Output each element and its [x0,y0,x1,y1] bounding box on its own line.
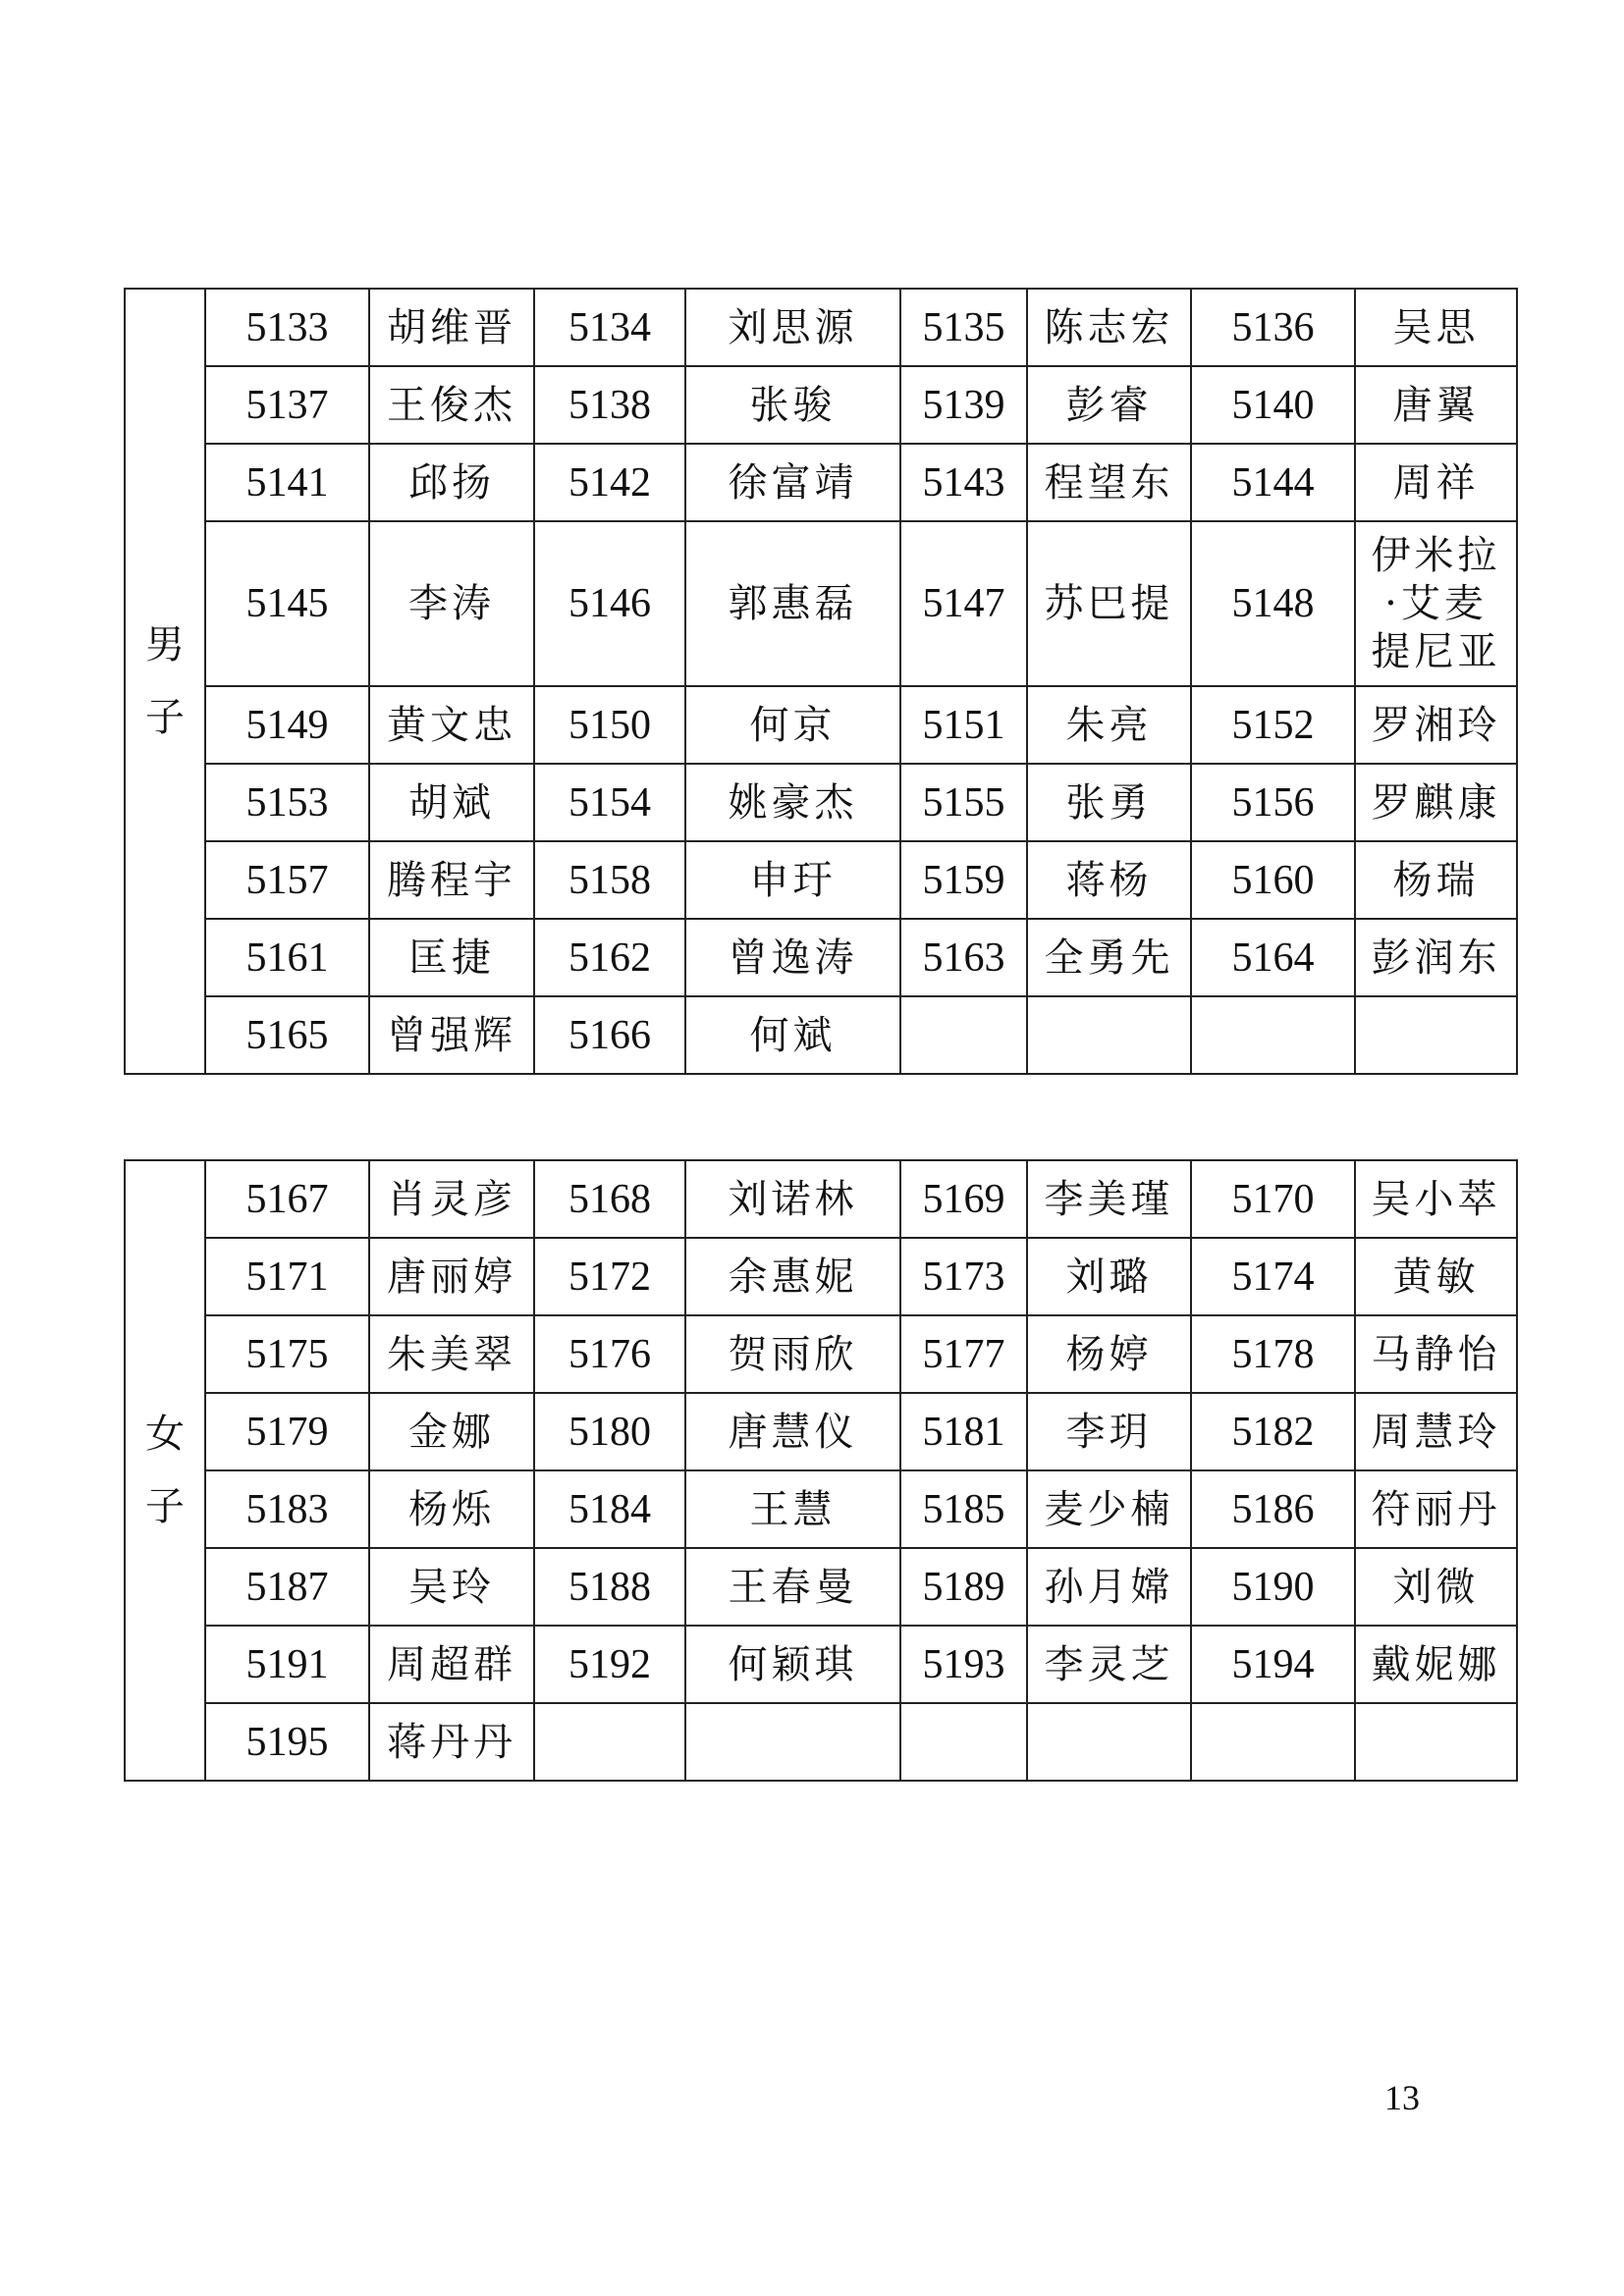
participant-number: 5189 [900,1548,1027,1626]
participant-number: 5170 [1191,1160,1355,1238]
participant-name: 罗湘玲 [1355,686,1517,764]
participant-number: 5138 [534,366,685,444]
table-row [125,686,1517,764]
empty-cell [1191,1703,1355,1781]
participant-name: 王慧 [685,1470,900,1548]
participant-number: 5163 [900,919,1027,996]
participant-name: 杨烁 [369,1470,534,1548]
participant-name: 吴思 [1355,289,1517,366]
table-row [125,1626,1517,1703]
participant-name: 朱亮 [1027,686,1191,764]
participant-name: 张勇 [1027,764,1191,841]
participant-name: 李灵芝 [1027,1626,1191,1703]
table-row [125,1703,1517,1781]
participant-number: 5167 [205,1160,369,1238]
participant-name: 刘璐 [1027,1238,1191,1315]
participant-number: 5182 [1191,1393,1355,1470]
participant-number: 5143 [900,444,1027,521]
participant-name: 何斌 [685,996,900,1074]
participant-number: 5146 [534,521,685,686]
participant-name: 马静怡 [1355,1315,1517,1393]
participant-number: 5191 [205,1626,369,1703]
participant-number: 5147 [900,521,1027,686]
participant-name: 罗麒康 [1355,764,1517,841]
participant-number: 5188 [534,1548,685,1626]
participant-name: 杨婷 [1027,1315,1191,1393]
participant-name: 胡斌 [369,764,534,841]
participant-name: 刘诺林 [685,1160,900,1238]
empty-cell [900,1703,1027,1781]
participant-name: 余惠妮 [685,1238,900,1315]
participant-name: 程望东 [1027,444,1191,521]
table-row [125,1393,1517,1470]
participant-name: 麦少楠 [1027,1470,1191,1548]
empty-cell [900,996,1027,1074]
participant-number: 5181 [900,1393,1027,1470]
participant-number: 5176 [534,1315,685,1393]
table-row [125,1548,1517,1626]
participant-name: 孙月嫦 [1027,1548,1191,1626]
table-row [125,444,1517,521]
participant-name: 李美瑾 [1027,1160,1191,1238]
participant-name: 彭润东 [1355,919,1517,996]
participant-number: 5140 [1191,366,1355,444]
participant-name: 王春曼 [685,1548,900,1626]
participant-name: 全勇先 [1027,919,1191,996]
participant-name: 肖灵彦 [369,1160,534,1238]
participant-name: 曾强辉 [369,996,534,1074]
participant-number: 5183 [205,1470,369,1548]
participant-number: 5162 [534,919,685,996]
participant-name: 贺雨欣 [685,1315,900,1393]
participant-name: 李玥 [1027,1393,1191,1470]
gender-label-female: 女子 [125,1160,205,1781]
participant-name: 唐翼 [1355,366,1517,444]
participant-number: 5157 [205,841,369,919]
participant-name: 杨瑞 [1355,841,1517,919]
participant-number: 5156 [1191,764,1355,841]
participant-name: 王俊杰 [369,366,534,444]
participant-number: 5184 [534,1470,685,1548]
participant-number: 5165 [205,996,369,1074]
participant-name: 匡捷 [369,919,534,996]
empty-cell [1355,996,1517,1074]
participant-name: 何京 [685,686,900,764]
participant-name: 腾程宇 [369,841,534,919]
participant-name: 周慧玲 [1355,1393,1517,1470]
participant-number: 5175 [205,1315,369,1393]
empty-cell [1027,1703,1191,1781]
participant-name: 李涛 [369,521,534,686]
participant-name: 戴妮娜 [1355,1626,1517,1703]
participant-number: 5171 [205,1238,369,1315]
participant-name: 徐富靖 [685,444,900,521]
participant-name-long: 伊米拉·艾麦提尼亚 [1355,521,1517,686]
participant-number: 5193 [900,1626,1027,1703]
participant-name: 周祥 [1355,444,1517,521]
participant-name: 黄敏 [1355,1238,1517,1315]
participant-number: 5148 [1191,521,1355,686]
participant-number: 5137 [205,366,369,444]
empty-cell [534,1703,685,1781]
participant-name: 申玗 [685,841,900,919]
participant-number: 5154 [534,764,685,841]
participant-name: 吴小萃 [1355,1160,1517,1238]
participant-number: 5166 [534,996,685,1074]
participant-number: 5159 [900,841,1027,919]
participant-name: 黄文忠 [369,686,534,764]
participant-number: 5173 [900,1238,1027,1315]
table-row [125,366,1517,444]
empty-cell [1027,996,1191,1074]
participant-number: 5185 [900,1470,1027,1548]
participant-number: 5152 [1191,686,1355,764]
participant-number: 5186 [1191,1470,1355,1548]
participant-number: 5133 [205,289,369,366]
table-row [125,1160,1517,1238]
participant-name: 胡维晋 [369,289,534,366]
participant-number: 5180 [534,1393,685,1470]
participant-name: 刘思源 [685,289,900,366]
table-row [125,521,1517,686]
participant-number: 5160 [1191,841,1355,919]
participant-name: 邱扬 [369,444,534,521]
participant-number: 5178 [1191,1315,1355,1393]
table-row [125,919,1517,996]
table-row [125,1315,1517,1393]
participant-name: 金娜 [369,1393,534,1470]
participant-number: 5141 [205,444,369,521]
participant-name: 蒋杨 [1027,841,1191,919]
participant-number: 5172 [534,1238,685,1315]
participant-number: 5174 [1191,1238,1355,1315]
female-roster-table [124,1159,1518,1782]
participant-number: 5136 [1191,289,1355,366]
participant-number: 5177 [900,1315,1027,1393]
participant-number: 5194 [1191,1626,1355,1703]
participant-name: 符丽丹 [1355,1470,1517,1548]
table-row [125,996,1517,1074]
empty-cell [1355,1703,1517,1781]
gender-label-male: 男子 [125,289,205,1074]
participant-number: 5149 [205,686,369,764]
participant-number: 5153 [205,764,369,841]
participant-number: 5150 [534,686,685,764]
participant-number: 5192 [534,1626,685,1703]
participant-number: 5161 [205,919,369,996]
participant-name: 陈志宏 [1027,289,1191,366]
participant-name: 朱美翠 [369,1315,534,1393]
table-row [125,1470,1517,1548]
participant-number: 5179 [205,1393,369,1470]
participant-number: 5187 [205,1548,369,1626]
participant-name: 苏巴提 [1027,521,1191,686]
participant-name: 何颖琪 [685,1626,900,1703]
participant-name: 唐慧仪 [685,1393,900,1470]
participant-number: 5134 [534,289,685,366]
participant-number: 5190 [1191,1548,1355,1626]
participant-name: 郭惠磊 [685,521,900,686]
table-row [125,1238,1517,1315]
participant-number: 5164 [1191,919,1355,996]
participant-name: 曾逸涛 [685,919,900,996]
participant-name: 唐丽婷 [369,1238,534,1315]
participant-number: 5142 [534,444,685,521]
participant-number: 5145 [205,521,369,686]
participant-number: 5151 [900,686,1027,764]
participant-name: 姚豪杰 [685,764,900,841]
participant-name: 张骏 [685,366,900,444]
participant-name: 周超群 [369,1626,534,1703]
table-row [125,841,1517,919]
participant-number: 5195 [205,1703,369,1781]
table-row [125,764,1517,841]
participant-number: 5158 [534,841,685,919]
page-number: 13 [1384,2078,1420,2117]
participant-name: 吴玲 [369,1548,534,1626]
participant-name: 刘微 [1355,1548,1517,1626]
participant-number: 5155 [900,764,1027,841]
table-row [125,289,1517,366]
participant-name: 彭睿 [1027,366,1191,444]
participant-number: 5139 [900,366,1027,444]
participant-number: 5169 [900,1160,1027,1238]
participant-number: 5168 [534,1160,685,1238]
male-roster-table [124,288,1518,1075]
participant-number: 5144 [1191,444,1355,521]
participant-name: 蒋丹丹 [369,1703,534,1781]
participant-number: 5135 [900,289,1027,366]
empty-cell [685,1703,900,1781]
empty-cell [1191,996,1355,1074]
